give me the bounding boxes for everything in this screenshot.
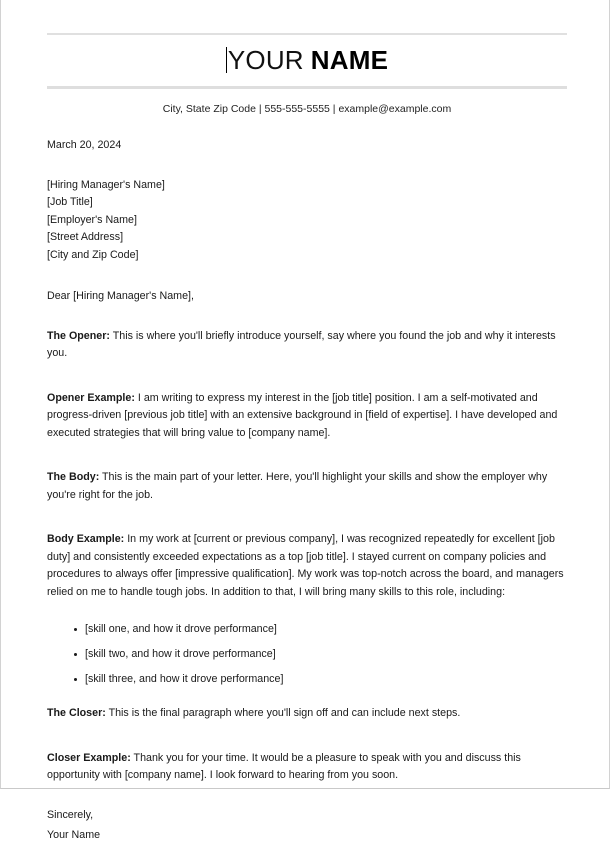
- letter-sheet: [47, 0, 567, 845]
- list-item[interactable]: [skill one, and how it drove performance]: [74, 621, 567, 638]
- paragraph-body[interactable]: [47, 469, 567, 504]
- paragraph-closer[interactable]: [47, 705, 567, 723]
- paragraph-opener-example[interactable]: [47, 390, 567, 443]
- recipient-line-city-zip: [City and Zip Code]: [47, 248, 139, 261]
- letter-body: [47, 116, 567, 845]
- opener-example-text: I am writing to express my interest in the [job title] position. I am a self-motivated and progress-driven [previous job title] with an extensive background in [field of expertise]. I have developed and executed strategies that will bring value to [company name].: [47, 391, 558, 439]
- closing-block[interactable]: [47, 805, 567, 845]
- closer-lead-label: The Closer:: [47, 707, 106, 719]
- paragraph-opener[interactable]: [47, 328, 567, 363]
- body-lead-label: The Body:: [47, 471, 100, 483]
- salutation-line[interactable]: Dear [Hiring Manager's Name],: [47, 290, 194, 302]
- opener-example-lead-label: Opener Example:: [47, 391, 135, 404]
- name-first-part: YOUR: [227, 45, 304, 75]
- closer-example-lead-label: Closer Example:: [47, 751, 131, 764]
- name-last-part: NAME: [310, 45, 389, 75]
- letterhead-name-block: [47, 35, 567, 86]
- recipient-line-job-title: [Job Title]: [47, 196, 93, 208]
- opener-text: This is where you'll briefly introduce yourself, say where you found the job and why it interests you.: [47, 329, 556, 359]
- letter-date[interactable]: March 20, 2024: [47, 139, 122, 151]
- text-cursor-icon: [226, 47, 227, 73]
- recipient-line-hiring-manager: [Hiring Manager's Name]: [47, 178, 165, 191]
- recipient-address-block[interactable]: [47, 177, 567, 265]
- list-item[interactable]: [skill three, and how it drove performance]: [74, 671, 567, 688]
- skills-list: [47, 621, 567, 688]
- body-example-lead-label: Body Example:: [47, 533, 125, 545]
- body-example-text: In my work at [current or previous company], I was recognized repeatedly for excellent [job duty] and consistently exceeded expectations as a top [job title]. I stayed current on company policies and procedures to always offer [impressive qualification]. My work was top-notch across the board, and managers relied on me to handle tough jobs. In addition to that, I will bring many skills to this role, including:: [47, 533, 564, 598]
- list-item[interactable]: [skill two, and how it drove performance]: [74, 646, 567, 663]
- closer-example-text: Thank you for your time. It would be a pleasure to speak with you and discuss this opportunity with [company name]. I look forward to hearing from you soon.: [47, 751, 521, 781]
- signature-name: Your Name: [47, 828, 101, 841]
- contact-info-line[interactable]: City, State Zip Code | 555-555-5555 | example@example.com: [162, 103, 452, 115]
- paragraph-body-example[interactable]: [47, 531, 567, 601]
- opener-lead-label: The Opener:: [47, 329, 110, 342]
- closer-text: This is the final paragraph where you'll sign off and can include next steps.: [105, 707, 461, 719]
- page-title[interactable]: [226, 44, 388, 76]
- paragraph-closer-example[interactable]: [47, 750, 567, 785]
- recipient-line-employer: [Employer's Name]: [47, 213, 137, 226]
- recipient-line-street: [Street Address]: [47, 231, 124, 243]
- body-text: This is the main part of your letter. Here, you'll highlight your skills and show the employer why you're right for the job.: [47, 471, 548, 501]
- valediction: Sincerely,: [47, 808, 94, 821]
